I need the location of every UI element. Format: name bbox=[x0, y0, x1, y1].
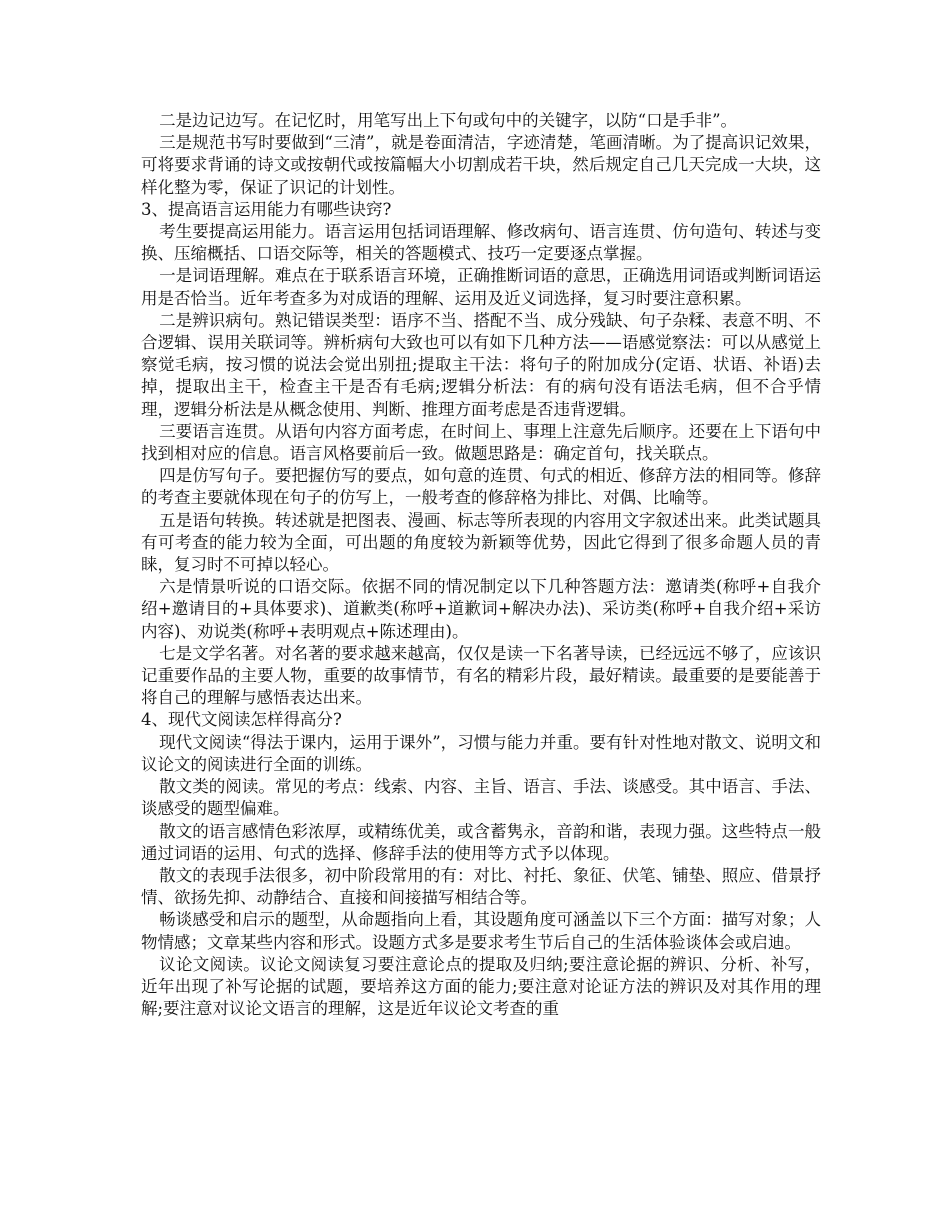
section-heading-3: 3、提高语言运用能力有哪些诀窍? bbox=[141, 199, 392, 219]
paragraph-argumentative: 议论文阅读。议论文阅读复习要注意论点的提取及归纳;要注意论据的辨识、分析、补写，近年出现了补写论据的试题，要培养这方面的能力;要注意对论证方法的辨识及对其作用的理解;要注意对议论文语言的理解，这是近年议论文考查的重 bbox=[141, 954, 821, 1019]
paragraph-word-understanding: 一是词语理解。难点在于联系语言环境，正确推断词语的意思，正确选用词语或判断词语运用是否恰当。近年考查多为对成语的理解、运用及近义词选择，复习时要注意积累。 bbox=[141, 266, 821, 308]
paragraph-literary-classics: 七是文学名著。对名著的要求越来越高，仅仅是读一下名著导读，已经远远不够了，应该识记重要作品的主要人物，重要的故事情节，有名的精彩片段，最好精读。最重要的是要能善于将自己的理解与感悟表达出来。 bbox=[141, 643, 821, 708]
paragraph-memorize-write: 二是边记边写。在记忆时，用笔写出上下句或句中的关键字，以防“口是手非”。 bbox=[159, 111, 738, 130]
paragraph-neat-writing: 三是规范书写时要做到“三清”，就是卷面清洁，字迹清楚，笔画清晰。为了提高识记效果，可将要求背诵的诗文或按朝代或按篇幅大小切割成若干块，然后规定自己几天完成一大块，这样化整为零，保证了识记的计划性。 bbox=[141, 133, 821, 197]
section-heading-4: 4、现代文阅读怎样得高分? bbox=[141, 710, 342, 730]
paragraph-modern-reading: 现代文阅读“得法于课内，运用于课外”，习惯与能力并重。要有针对性地对散文、说明文和议论文的阅读进行全面的训练。 bbox=[141, 732, 821, 774]
paragraph-conversion: 五是语句转换。转述就是把图表、漫画、标志等所表现的内容用文字叙述出来。此类试题具有可考查的能力较为全面，可出题的角度较为新颖等优势，因此它得到了很多命题人员的青睐，复习时不可掉以轻心。 bbox=[141, 510, 821, 575]
paragraph-prose-reading: 散文类的阅读。常见的考点：线索、内容、主旨、语言、手法、谈感受。其中语言、手法、谈感受的题型偏难。 bbox=[141, 777, 821, 819]
paragraph-coherence: 三要语言连贯。从语句内容方面考虑，在时间上、事理上注意先后顺序。还要在上下语句中找到相对应的信息。语言风格要前后一致。做题思路是：确定首句，找关联点。 bbox=[141, 421, 821, 464]
paragraph-oral-communication: 六是情景听说的口语交际。依据不同的情况制定以下几种答题方法：邀请类(称呼+自我介绍+邀请目的+具体要求)、道歉类(称呼+道歉词+解决办法)、采访类(称呼+自我介绍+采访内容)、劝说类(称呼+表明观点+陈述理由)。 bbox=[141, 577, 821, 641]
paragraph-prose-language: 散文的语言感情色彩浓厚，或精练优美，或含蓄隽永，音韵和谐，表现力强。这些特点一般通过词语的运用、句式的选择、修辞手法的使用等方式予以体现。 bbox=[141, 821, 821, 863]
paragraph-sentence-errors: 二是辨识病句。熟记错误类型：语序不当、搭配不当、成分残缺、句子杂糅、表意不明、不合逻辑、误用关联词等。辨析病句大致也可以有如下几种方法——语感觉察法：可以从感觉上察觉毛病，按习惯的说法会觉出别扭;提取主干法：将句子的附加成分(定语、状语、补语)去掉，提取出主干，检查主干是否有毛病;逻辑分析法：有的病句没有语法毛病，但不合乎情理，逻辑分析法是从概念使用、判断、推理方面考虑是否违背逻辑。 bbox=[141, 310, 821, 419]
paragraph-imitation: 四是仿写句子。要把握仿写的要点，如句意的连贯、句式的相近、修辞方法的相同等。修辞的考查主要就体现在句子的仿写上，一般考查的修辞格为排比、对偶、比喻等。 bbox=[141, 466, 821, 508]
document-body bbox=[141, 110, 821, 1020]
paragraph-prose-techniques: 散文的表现手法很多，初中阶段常用的有：对比、衬托、象征、伏笔、铺垫、照应、借景抒情、欲扬先抑、动静结合、直接和间接描写相结合等。 bbox=[141, 865, 821, 908]
paragraph-language-use: 考生要提高运用能力。语言运用包括词语理解、修改病句、语言连贯、仿句造句、转述与变换、压缩概括、口语交际等，相关的答题模式、技巧一定要逐点掌握。 bbox=[141, 222, 821, 264]
paragraph-feelings: 畅谈感受和启示的题型，从命题指向上看，其设题角度可涵盖以下三个方面：描写对象；人物情感；文章某些内容和形式。设题方式多是要求考生节后自己的生活体验谈体会或启迪。 bbox=[141, 910, 821, 952]
